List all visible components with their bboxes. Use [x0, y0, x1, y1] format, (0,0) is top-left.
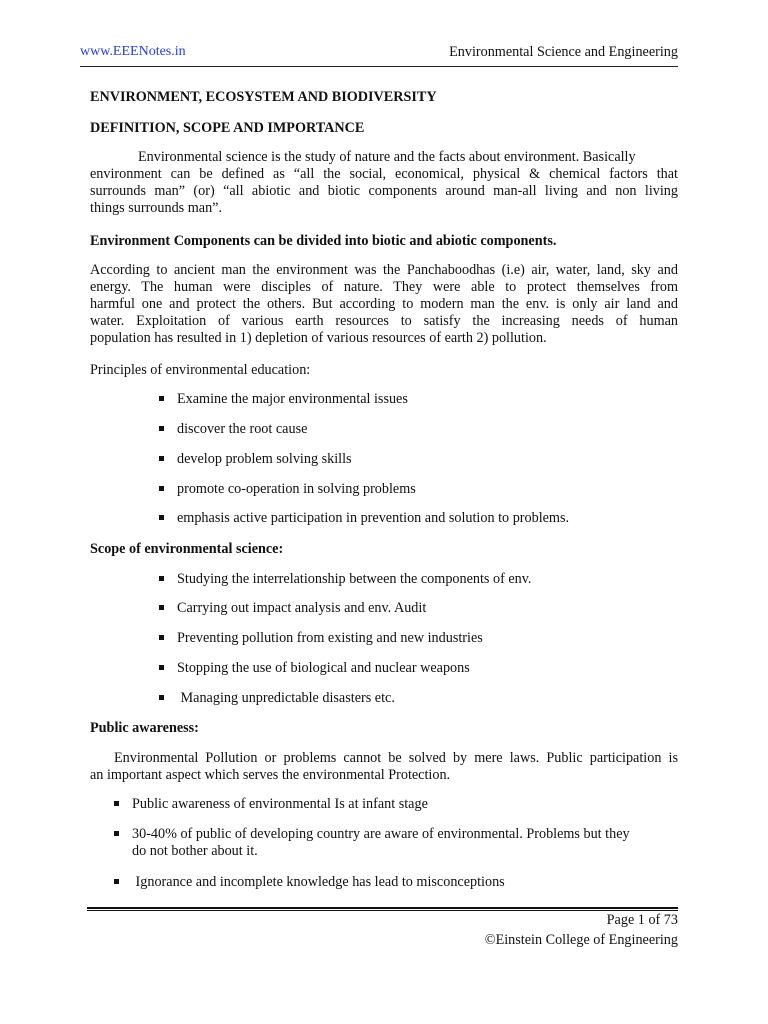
paragraph-line: water. Exploitation of various earth resources to satisfy the increasing needs of human — [90, 313, 678, 329]
list-item: Ignorance and incomplete knowledge has lead to misconceptions — [114, 874, 505, 891]
bullet-icon — [159, 605, 164, 610]
copyright-text: ©Einstein College of Engineering — [484, 932, 678, 948]
bullet-icon — [159, 695, 164, 700]
page-number: Page 1 of 73 — [606, 912, 678, 928]
list-item: Preventing pollution from existing and new industries — [159, 630, 483, 647]
bullet-icon — [159, 426, 164, 431]
bullet-icon — [159, 515, 164, 520]
paragraph-line: harmful one and protect the others. But according to modern man the env. is only air land and — [90, 296, 678, 312]
intro-line: things surrounds man”. — [90, 200, 223, 216]
components-heading: Environment Components can be divided into biotic and abiotic components. — [90, 233, 557, 249]
section-title: ENVIRONMENT, ECOSYSTEM AND BIODIVERSITY — [90, 89, 437, 105]
header-divider — [80, 66, 678, 67]
list-item: emphasis active participation in prevention and solution to problems. — [159, 510, 569, 527]
scope-heading: Scope of environmental science: — [90, 541, 284, 557]
list-item: develop problem solving skills — [159, 451, 352, 468]
bullet-icon — [114, 879, 119, 884]
footer-divider — [87, 907, 678, 909]
list-item: discover the root cause — [159, 421, 307, 438]
intro-line: Environmental science is the study of nature and the facts about environment. Basically — [138, 149, 636, 165]
list-item: Examine the major environmental issues — [159, 391, 408, 408]
paragraph-line: an important aspect which serves the environmental Protection. — [90, 767, 451, 783]
list-item: Stopping the use of biological and nuclear weapons — [159, 660, 470, 677]
intro-line: environment can be defined as “all the social, economical, physical & chemical factors that — [90, 166, 678, 182]
list-item: 30-40% of public of developing country are aware of environmental. Problems but they — [114, 826, 630, 843]
paragraph-line: Environmental Pollution or problems cannot be solved by mere laws. Public participation is — [114, 750, 678, 766]
subsection-title: DEFINITION, SCOPE AND IMPORTANCE — [90, 120, 365, 136]
footer-divider — [87, 910, 678, 911]
bullet-icon — [114, 801, 119, 806]
bullet-icon — [114, 831, 119, 836]
list-item: promote co-operation in solving problems — [159, 481, 416, 498]
bullet-icon — [159, 665, 164, 670]
intro-line: surrounds man” (or) “all abiotic and biotic components around man-all living and non living — [90, 183, 678, 199]
list-item: Public awareness of environmental Is at infant stage — [114, 796, 428, 813]
list-item: Carrying out impact analysis and env. Audit — [159, 600, 426, 617]
principles-heading: Principles of environmental education: — [90, 362, 311, 378]
bullet-icon — [159, 635, 164, 640]
list-item: Studying the interrelationship between the components of env. — [159, 571, 531, 588]
bullet-icon — [159, 486, 164, 491]
paragraph-line: energy. The human were disciples of nature. They were able to protect themselves from — [90, 279, 678, 295]
paragraph-line: population has resulted in 1) depletion of various resources of earth 2) pollution. — [90, 330, 547, 346]
awareness-heading: Public awareness: — [90, 720, 199, 736]
bullet-icon — [159, 456, 164, 461]
bullet-icon — [159, 396, 164, 401]
list-item-continuation: do not bother about it. — [132, 843, 258, 859]
paragraph-line: According to ancient man the environment was the Panchaboodhas (i.e) air, water, land, sky and — [90, 262, 678, 278]
page-header — [80, 44, 678, 66]
bullet-icon — [159, 576, 164, 581]
site-link[interactable]: www.EEENotes.in — [80, 44, 186, 59]
list-item: Managing unpredictable disasters etc. — [159, 690, 395, 707]
header-title: Environmental Science and Engineering — [449, 44, 678, 60]
